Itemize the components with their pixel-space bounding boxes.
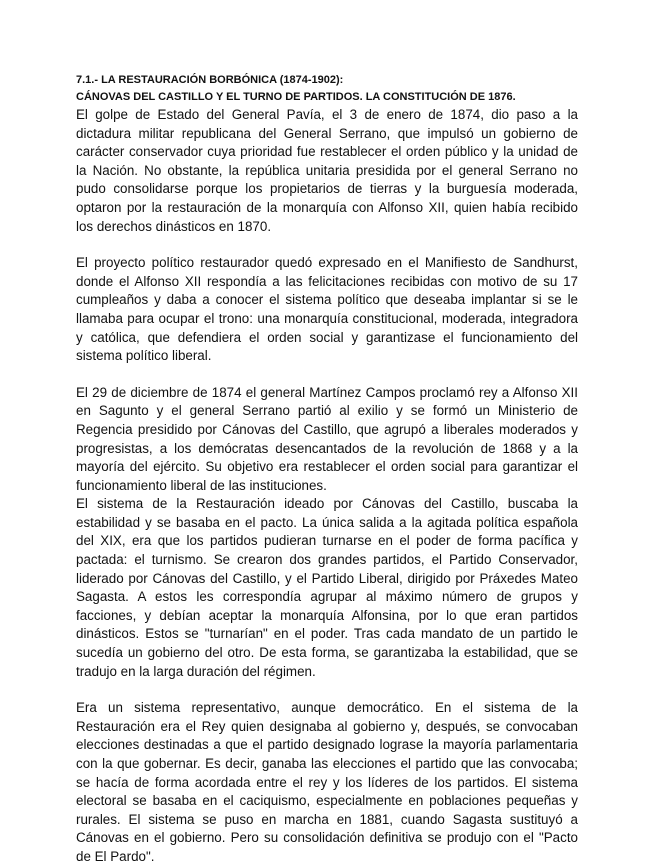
section-heading-line-1: 7.1.- LA RESTAURACIÓN BORBÓNICA (1874-1902): bbox=[76, 74, 344, 86]
paragraph-sistema-representativo: Era un sistema representativo, aunque democrático. En el sistema de la Restauración era el Rey quien designaba al gobierno y, después, se convocaban elecciones destinadas a que el partido designado lograse la mayoría parlamentaria con la que gobernar. Es decir, ganaba las elecciones el partido que las convocaba; se hacía de forma acordada entre el rey y los líderes de los partidos. El sistema electoral se basaba en el caciquismo, especialmente en poblaciones pequeñas y rurales. El sistema se puso en marcha en 1881, cuando Sagasta sustituyó a Cánovas en el gobierno. Pero su consolidación definitiva se produjo con el "Pacto de El Pardo". bbox=[76, 700, 578, 864]
document-page bbox=[76, 72, 578, 867]
paragraph-proclamacion-sagunto: El 29 de diciembre de 1874 el general Martínez Campos proclamó rey a Alfonso XII en Sagunto y el general Serrano partió al exilio y se formó un Ministerio de Regencia presidido por Cánovas del Castillo, que agrupó a liberales moderados y progresistas, a los demócratas desencantados de la revolución de 1868 y a la mayoría del ejército. Su objetivo era restablecer el orden social para garantizar el funcionamiento liberal de las instituciones. bbox=[76, 384, 578, 493]
paragraph-sistema-restauracion: El sistema de la Restauración ideado por Cánovas del Castillo, buscaba la estabilidad y se basaba en el pacto. La única salida a la agitada política española del XIX, era que los partidos pudieran turnarse en el poder de forma pacífica y pactada: el turnismo. Se crearon dos grandes partidos, el Partido Conservador, liderado por Cánovas del Castillo, y el Partido Liberal, dirigido por Práxedes Mateo Sagasta. A estos les correspondía agrupar al máximo número de grupos y facciones, y debían aceptar la monarquía Alfonsina, por lo que eran partidos dinásticos. Estos se "turnarían" en el poder. Tras cada mandato de un partido le sucedía un gobierno del otro. De esta forma, se garantizaba la estabilidad, que se tradujo en la larga duración del régimen. bbox=[76, 496, 578, 679]
paragraph-manifiesto-sandhurst: El proyecto político restaurador quedó expresado en el Manifiesto de Sandhurst, donde el Alfonso XII respondía a las felicitaciones recibidas con motivo de su 17 cumpleaños y daba a conocer el sistema político que deseaba implantar si se le llamaba para ocupar el trono: una monarquía constitucional, moderada, integradora y católica, que defendiera el orden social y garantizase el funcionamiento del sistema político liberal. bbox=[76, 255, 578, 364]
paragraph-spacer bbox=[76, 236, 578, 254]
paragraph-spacer bbox=[76, 366, 578, 384]
paragraph-golpe-pavia: El golpe de Estado del General Pavía, el 3 de enero de 1874, dio paso a la dictadura militar republicana del General Serrano, que impulsó un gobierno de carácter conservador cuya prioridad fue restablecer el orden público y la unidad de la Nación. No obstante, la república unitaria presidida por el general Serrano no pudo consolidarse porque los propietarios de tierras y la burguesía moderada, optaron por la restauración de la monarquía con Alfonso XII, quien había recibido los derechos dinásticos en 1870. bbox=[76, 107, 578, 234]
section-heading-line-2: CÁNOVAS DEL CASTILLO Y EL TURNO DE PARTIDOS. LA CONSTITUCIÓN DE 1876. bbox=[76, 91, 516, 103]
paragraph-spacer bbox=[76, 681, 578, 699]
